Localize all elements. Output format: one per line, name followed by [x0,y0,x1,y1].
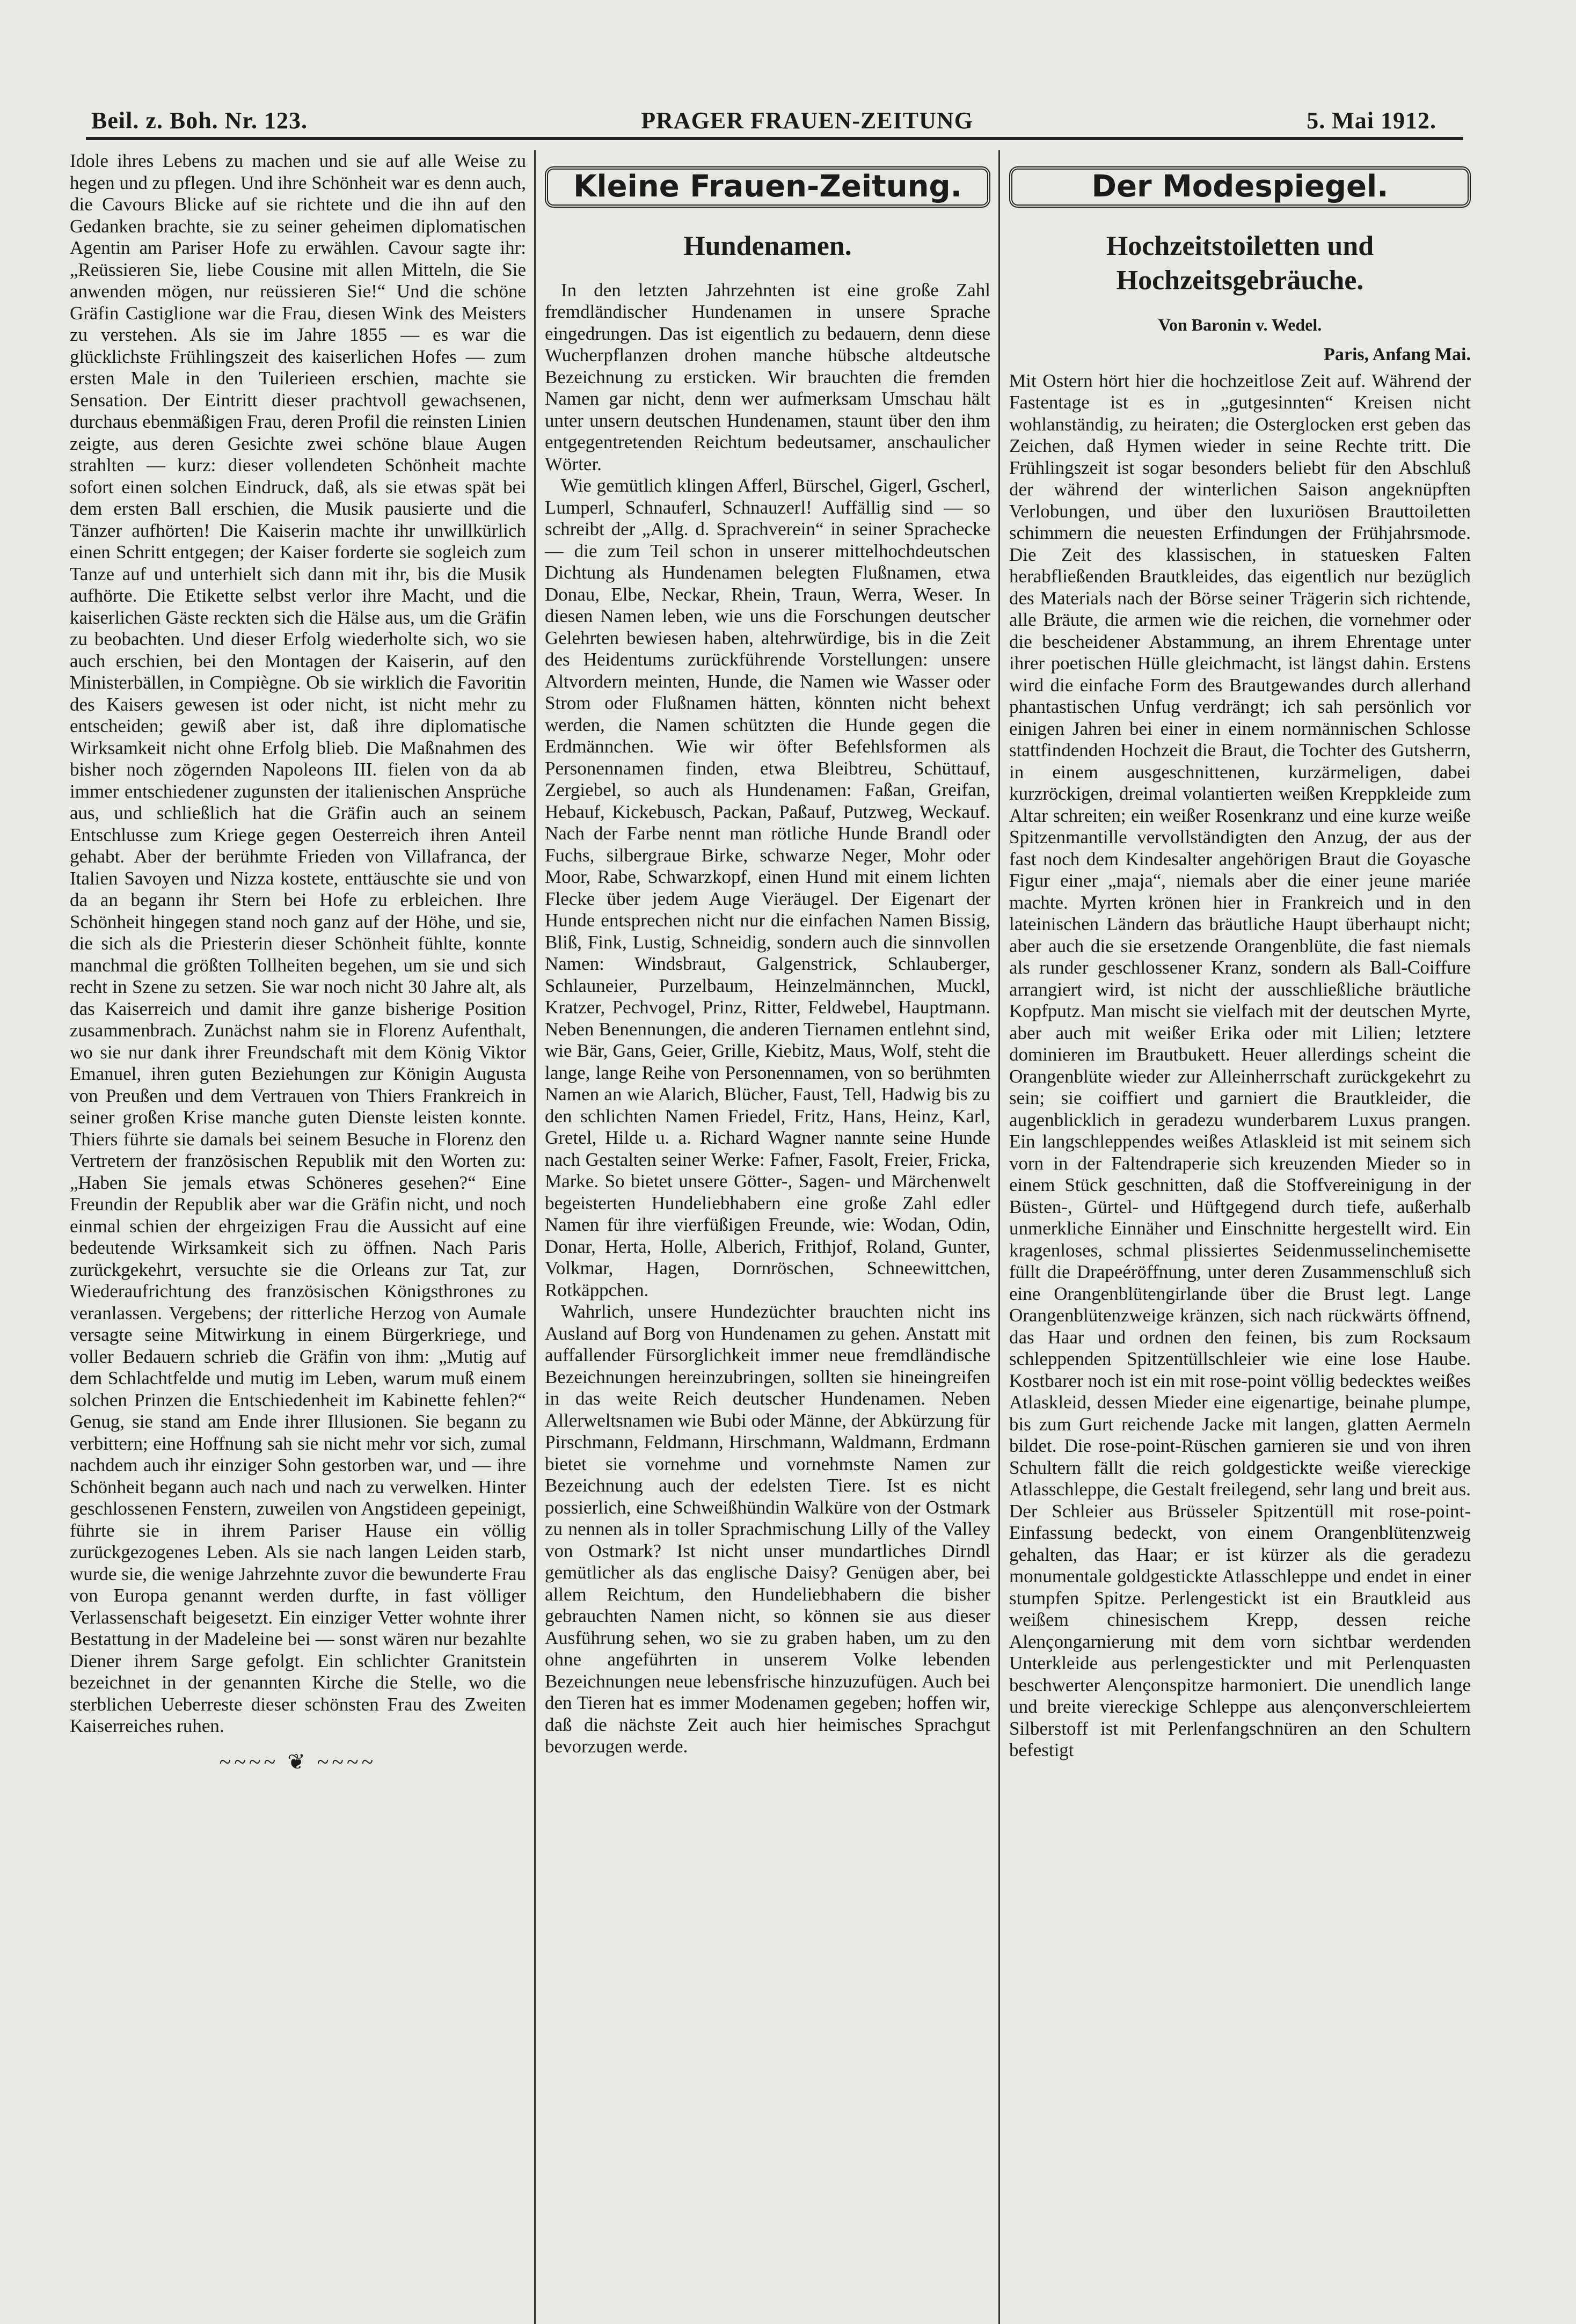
article-headline: Hochzeitstoiletten und Hochzeitsgebräuche. [1106,230,1374,296]
article-paragraph: Idole ihres Lebens zu machen und sie auf alle Weise zu hegen und zu pflegen. Und ihre Schönheit war es denn auch, die Cavours Blicke auf sie richtete und die ihn auf den Gedanken brachte, sie zu seiner geheimen diplomatischen Agentin am Pariser Hofe zu erwählen. Cavour sagte ihr: „Reüssieren Sie, liebe Cousine mit allen Mitteln, die Sie anwenden mögen, nur reüssieren Sie!“ Und die schöne Gräfin Castiglione war die Frau, diesen Wink des Meisters zu verstehen. Als sie im Jahre 1855 — es war die glücklichste Frühlingszeit des kaiserlichen Hofes — zum ersten Male in den Tuilerieen erschien, machte sie Sensation. Der Eintritt dieser prachtvoll gewachsenen, durchaus ebenmäßigen Frau, deren Profil die reinsten Linien zeigte, aus deren Gesichte zwei schöne blaue Augen strahlten — kurz: dieser vollendeten Schönheit machte sofort einen solchen Eindruck, daß, als sie etwas spät bei dem ersten Ball erschien, die Musik pausierte und die Tänzer aufhörten! Die Kaiserin machte ihr unwillkürlich einen Schritt entgegen; der Kaiser forderte sie sogleich zum Tanze auf und unterhielt sich dann mit ihr, bis die Musik aufhörte. Die Etikette selbst verlor ihre Macht, und die kaiserlichen Gäste reckten sich die Hälse aus, um die Gräfin zu beobachten. Und dieser Erfolg wiederholte sich, wo sie auch erschien, bei den Montagen der Kaiserin, auf den Ministerbällen, in Compiègne. Ob sie wirklich die Favoritin des Kaisers gewesen ist oder nicht, ist nicht mehr zu entscheiden; gewiß aber ist, daß ihre diplomatische Wirksamkeit nicht ohne Erfolg blieb. Die Maßnahmen des bisher noch zögernden Napoleons III. fielen von da ab immer entschiedener zugunsten der italienischen Ansprüche aus, und schließlich hat die Gräfin auch an seinem Entschlusse zum Kriege gegen Oesterreich ihren Anteil gehabt. Aber der berühmte Frieden von Villafranca, der Italien Savoyen und Nizza kostete, enttäuschte sie und von da an begann ihr Stern bei Hofe zu erbleichen. Ihre Schönheit hingegen stand noch ganz auf der Höhe, und sie, die sich als die Priesterin dieser Schönheit fühlte, konnte manchmal die größten Tollheiten begehen, um sie und sich recht in Szene zu setzen. Sie war noch nicht 30 Jahre alt, als das Kaiserreich und damit ihre ganze bisherige Position zusammenbrach. Zunächst nahm sie in Florenz Aufenthalt, wo sie nur dank ihrer Freundschaft mit dem König Viktor Emanuel, ihren guten Beziehungen zur Königin Augusta von Preußen und dem Vertrauen von Thiers Frankreich in seiner großen Krise manche guten Dienste leisten konnte. Thiers führte sie damals bei seinem Besuche in Florenz den Vertretern der französischen Republik mit den Worten zu: „Haben Sie jemals etwas Schöneres gesehen?“ Eine Freundin der Republik aber war die Gräfin nicht, und noch einmal schien der ehrgeizigen Frau die Aussicht auf eine bedeutende Wirksamkeit sich zu öffnen. Nach Paris zurückgekehrt, versuchte sie die Orleans zur Tat, zur Wiederaufrichtung des französischen Königsthrones zu veranlassen. Vergebens; der ritterliche Herzog von Aumale versagte seine Mitwirkung in einem Bürgerkriege, und voller Bedauern schrieb die Gräfin von ihm: „Mutig auf dem Schlachtfelde und mutig im Leben, warum muß einem solchen Prinzen die Entschiedenheit im Kabinette fehlen?“ Genug, sie stand am Ende ihrer Illusionen. Sie begann zu verbittern; eine Hoffnung sah sie nicht mehr vor sich, zumal nachdem auch ihr einziger Sohn gestorben war, und — ihre Schönheit begann auch nach und nach zu verwelken. Hinter geschlossenen Fenstern, zuweilen von Angstideen gepeinigt, führte sie in ihrem Pariser Hause ein völlig zurückgezogenes Leben. Als sie nach langen Leiden starb, wurde sie, die wenige Jahrzehnte zuvor die bewunderte Frau von Europa genannt werden durfte, in fast völliger Verlassenschaft beigesetzt. Ein einziger Vetter wohnte ihrer Bestattung in der Madeleine bei — sonst wären nur bezahlte Diener ihrem Sarge gefolgt. Ein schlichter Granitstein bezeichnet in der genannten Kirche die Stelle, wo die sterblichen Ueberreste dieser schönsten Frau des Zweiten Kaiserreiches ruhen. [70,150,526,1736]
article-paragraph: In den letzten Jahrzehnten ist eine große Zahl fremdländischer Hundenamen in unsere Sprache eingedrungen. Das ist eigentlich zu bedauern, denn diese Wucherpflanzen drohen manche hübsche altdeutsche Bezeichnung zu ersticken. Wir brauchten die fremden Namen gar nicht, denn wer aufmerksam Umschau hält unter unsern deutschen Hundenamen, staunt über den ihm entgegentretenden Reichtum bedeutsamer, anschaulicher Wörter. [545,279,990,474]
article-paragraph: Wahrlich, unsere Hundezüchter brauchten nicht ins Ausland auf Borg von Hundenamen zu gehen. Anstatt mit auffallender Fürsorglichkeit immer neue fremdländische Bezeichnungen hereinzubringen, sollten sie hineingreifen in das weite Reich deutscher Hundenamen. Neben Allerweltsnamen wie Bubi oder Männe, der Abkürzung für Pirschmann, Feldmann, Hirschmann, Waldmann, Erdmann bietet sie vornehme und vornehmste Namen zur Bezeichnung auch der edelsten Tiere. Ist es nicht possierlich, eine Schweißhündin Walküre von der Ostmark zu nennen als in toller Sprachmischung Lilly of the Valley von Ostmark? Ist nicht unser mundartliches Dirndl gemütlicher als das englische Daisy? Genügen aber, bei allem Reichtum, den Hundeliebhabern die bisher gebrauchten Namen nicht, so können sie aus dieser Ausführung sehen, wo sie zu graben haben, um zu den ohne angeführten in unserem Volke lebenden Bezeichnungen neue lebensfrische hinzuzufügen. Auch bei den Tieren hat es immer Modenamen gegeben; hoffen wir, daß die nächste Zeit auch hier heimisches Sprachgut bevorzugen werde. [545,1301,990,1757]
column-middle [545,150,990,1758]
column-right [1009,150,1471,1762]
article-headline: Hundenamen. [683,230,852,261]
issue-reference: Beil. z. Boh. Nr. 123. [91,107,308,134]
column-left [70,150,526,2308]
column-divider [534,150,536,2324]
page-header [91,97,1436,134]
article-dateline: Paris, Anfang Mai. [1324,345,1471,364]
masthead-title: PRAGER FRAUEN-ZEITUNG [641,107,973,134]
article-paragraph: Mit Ostern hört hier die hochzeitlose Zeit auf. Während der Fastentage ist es in „gutgesinnten“ Kreisen nicht wohlanständig, zu heiraten; die Osterglocken erst geben das Zeichen, daß Hymen wieder in seine Rechte tritt. Die Frühlingszeit ist sogar besonders beliebt für den Abschluß der während der winterlichen Saison angeknüpften Verlobungen, und über den luxuriösen Brauttoiletten schimmern die neuesten Erfindungen der Frühjahrsmode. Die Zeit des klassischen, in statuesken Falten herabfließenden Brautkleides, das eigentlich nur bezüglich des Materials nach der Börse seiner Trägerin sich richtende, alle Bräute, die armen wie die reichen, die vornehmer oder die bescheidener Abstammung, an ihrem Ehrentage unter ihrer poetischen Hülle gleichmacht, ist längst dahin. Erstens wird die einfache Form des Brautgewandes durch allerhand phantastischen Unfug verdrängt; ich sah persönlich vor einigen Jahren bei einer in einem normännischen Schlosse stattfindenden Hochzeit die Braut, die Tochter des Gutsherrn, in einem ausgeschnittenen, kurzärmeligen, dabei kurzröckigen, dreimal volantierten weißen Kreppkleide zum Altar schreiten; ein weißer Rosenkranz und eine kurze weiße Spitzenmantille vervollständigten den Anzug, der aus der fast noch dem Kindesalter angehörigen Braut die Goyasche Figur einer „maja“, niemals aber die einer jeune mariée machte. Myrten krönen hier in Frankreich und in den lateinischen Ländern das bräutliche Haupt überhaupt nicht; aber auch die sie ersetzende Orangenblüte, die fast niemals als runder geschlossener Kranz, sondern als Ball-Coiffure arrangiert wird, ist nicht der ausschließliche bräutliche Kopfputz. Man mischt sie vielfach mit der deutschen Myrte, aber auch mit weißer Erika oder mit Lilien; letztere dominieren im Brautbukett. Heuer allerdings scheint die Orangenblüte wieder zur Alleinherrschaft zurückgekehrt zu sein; sie coiffiert und garniert die Brautkleider, die augenblicklich in geradezu wunderbarem Luxus prangen. Ein langschleppendes weißes Atlaskleid ist mit seinem sich vorn in der Faltendraperie sich kreuzenden Mieder so in einem Stück geschnitten, daß die Stoffvereinigung in der Büsten-, Gürtel- und Hüftgegend durch tiefe, außerhalb unmerkliche Einnäher und Einschnitte hergestellt wird. Ein kragenloses, schmal plissiertes Seidenmusselinchemisette füllt die Drapeéröffnung, unter deren Zusammenschluß sich eine Orangenblütengirlande über die Brust legt. Lange Orangenblütenzweige kränzen, sich nach rückwärts öffnend, das Haar und ordnen den feinen, bis zum Rocksaum schleppenden Spitzentüllschleier wie eine lose Haube. Kostbarer noch ist ein mit rose-point völlig bedecktes weißes Atlaskleid, dessen Mieder eine eigenartige, beinahe plumpe, bis zum Gurt reichende Jacke mit langen, glatten Aermeln bildet. Die rose-point-Rüschen garnieren sie und von ihren Schultern fällt die reich goldgestickte weiße viereckige Atlasschleppe, die Gestalt freilegend, sehr lang und breit aus. Der Schleier aus Brüsseler Spitzentüll mit rose-point-Einfassung bedeckt, von einem Orangenblütenzweig gehalten, das Haar; er ist kürzer als die geradezu monumentale goldgestickte Atlasschleppe und endet in einer stumpfen Spitze. Perlengestickt ist ein Brautkleid aus weißem chinesischem Krepp, dessen reiche Alençongarnierung mit dem vorn sichtbar werdenden Unterkleide aus perlengestickter und mit Perlenquasten beschwerter Alençonspitze harmoniert. Die unendlich lange und breite viereckige Schleppe aus alençonverschleiertem Silberstoff ist mit Perlenfangschnüren an den Schultern befestigt [1009,370,1471,1760]
issue-date: 5. Mai 1912. [1307,107,1436,134]
section-title-modespiegel: Der Modespiegel. [1009,166,1471,208]
section-title-kleine-frauen-zeitung: Kleine Frauen-Zeitung. [545,166,990,208]
end-ornament: ~~~~ ❦ ~~~~ [219,1749,377,1774]
article-paragraph: Wie gemütlich klingen Afferl, Bürschel, Gigerl, Gscherl, Lumperl, Schnauferl, Schnauzerl! Auffällig sind — so schreibt der „Allg. d. Sprachverein“ in seiner Sprachecke — die zum Teil schon in unserer mittelhochdeutschen Dichtung als Hundenamen belegten Flußnamen, etwa Donau, Elbe, Neckar, Rhein, Traun, Werra, Weser. In diesen Namen leben, wie uns die Forschungen deutscher Gelehrten bewiesen haben, altehrwürdige, bis in die Zeit des Heidentums zurückführende Vorstellungen: unsere Altvordern meinten, Hunde, die Namen wie Wasser oder Strom oder Flußnamen hätten, könnten nicht behext werden, die Namen schützten die Hunde gegen die Erdmännchen. Wie wir öfter Befehlsformen als Personennamen finden, etwa Bleibtreu, Schüttauf, Zergiebel, so auch als Hundenamen: Faßan, Greifan, Hebauf, Kickebusch, Packan, Paßauf, Putzweg, Weckauf. Nach der Farbe nennt man rötliche Hunde Brandl oder Fuchs, silbergraue Birke, schwarze Neger, Mohr oder Moor, Rabe, Schwarzkopf, einen Hund mit einem lichten Flecke über jedem Auge Vieräugel. Der Eigenart der Hunde entsprechen nicht nur die einfachen Namen Bissig, Bliß, Fink, Lustig, Schneidig, sondern auch die sinnvollen Namen: Windsbraut, Galgenstrick, Schlauberger, Schlauneier, Purzelbaum, Heinzelmännchen, Muckl, Kratzer, Pechvogel, Prinz, Ritter, Feldwebel, Hauptmann. Neben Benennungen, die anderen Tiernamen entlehnt sind, wie Bär, Gans, Geier, Grille, Kiebitz, Maus, Wolf, steht die lange, lange Reihe von Personennamen, von so berühmten Namen an wie Alarich, Blücher, Faust, Tell, Hadwig bis zu den schlichten Namen Friedel, Fritz, Hans, Heinz, Karl, Gretel, Hilde u. a. Richard Wagner nannte seine Hunde nach Gestalten seiner Werke: Fafner, Fasolt, Freier, Fricka, Marke. So bietet unsere Götter-, Sagen- und Märchenwelt begeisterten Hundeliebhabern eine große Zahl edler Namen für ihre vierfüßigen Freunde, wie: Wodan, Odin, Donar, Herta, Holle, Alberich, Frithjof, Roland, Gunter, Volkmar, Hagen, Dornröschen, Schneewittchen, Rotkäppchen. [545,475,990,1300]
header-rule [86,137,1463,140]
column-divider [998,150,1000,2324]
article-byline: Von Baronin v. Wedel. [1158,315,1322,334]
